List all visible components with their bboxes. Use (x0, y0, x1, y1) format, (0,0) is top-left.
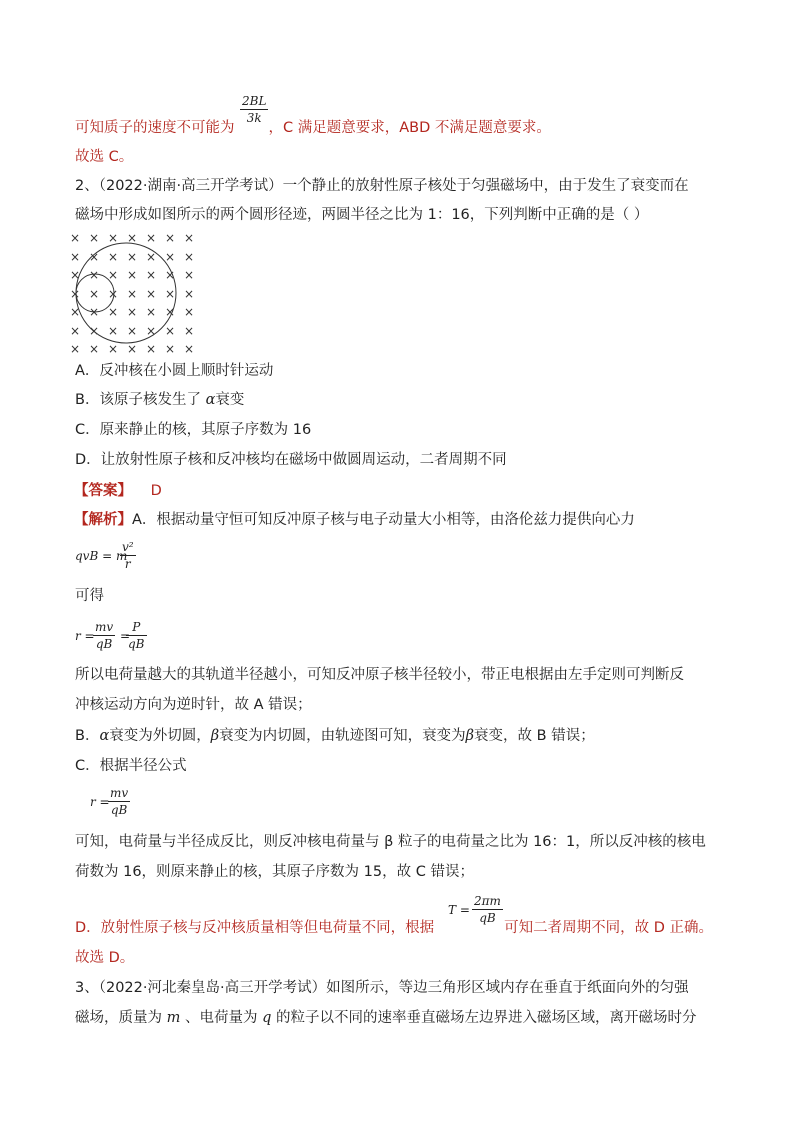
b-analysis (75, 726, 595, 746)
fraction-denominator: 3k (246, 111, 262, 125)
d-post: 可知二者周期不同，故 D 正确。 (504, 920, 714, 936)
formula2-num1: mv (95, 620, 114, 634)
b-mid2: 衰变为内切圆，由轨迹图可知，衰变为 (219, 728, 466, 744)
field-cross-mark: × (127, 323, 138, 338)
q2-line2: 磁场中形成如图所示的两个圆形径迹，两圆半径之比为 1：16，下列判断中正确的是（ ） (75, 207, 649, 223)
option-a: A．反冲核在小圆上顺时针运动 (75, 363, 274, 379)
field-cross-mark: × (184, 323, 195, 338)
field-cross-mark: × (70, 286, 81, 301)
b-beta1: β (210, 728, 220, 744)
field-cross-mark: × (89, 305, 100, 319)
formula2-bar1 (93, 635, 115, 636)
field-cross-mark: × (184, 342, 195, 356)
field-cross-mark: × (108, 342, 119, 356)
field-cross-mark: × (127, 305, 138, 319)
field-cross-mark: × (146, 342, 157, 356)
formula4-bar (472, 909, 503, 910)
field-cross-mark: × (108, 305, 119, 319)
field-cross-mark: × (108, 268, 119, 282)
option-b (75, 390, 244, 410)
conclusion: 故选 D。 (75, 950, 135, 966)
formula-radius (75, 629, 95, 643)
q3-line2-pre: 磁场，质量为 (75, 1010, 162, 1026)
formula3-bar (108, 801, 130, 802)
b-pre: B． (75, 728, 100, 744)
field-cross-mark: × (108, 323, 119, 338)
field-cross-mark: × (70, 268, 81, 282)
p2-line2: 荷数为 16，则原来静止的核，其原子序数为 15，故 C 错误； (75, 864, 474, 880)
answer-line (74, 481, 162, 501)
field-cross-mark: × (165, 342, 176, 356)
p1-line1: 所以电荷量越大的其轨道半径越小，可知反冲原子核半径较小，带正电根据由左手定则可判断反 (75, 667, 684, 683)
q3-line2-post: 的粒子以不同的速率垂直磁场左边界进入磁场区域，离开磁场时分 (275, 1010, 697, 1026)
q3-line2-mid: 、电荷量为 (184, 1010, 258, 1026)
fraction-numerator: 2BL (242, 94, 267, 108)
b-post: 衰变，故 B 错误； (474, 728, 595, 744)
formula3-left: r = (90, 795, 110, 809)
field-cross-mark: × (146, 249, 157, 264)
field-cross-mark: × (89, 249, 100, 264)
formula3-den: qB (110, 803, 128, 817)
field-cross-mark: × (184, 268, 195, 282)
c-analysis: C．根据半径公式 (75, 758, 187, 774)
block1-line1-post: ，C 满足题意要求，ABD 不满足题意要求。 (268, 120, 551, 136)
field-cross-mark: × (165, 286, 176, 301)
formula2-num2: P (132, 620, 141, 634)
field-cross-mark: × (108, 249, 119, 264)
keyi-line: 可得 (75, 588, 104, 604)
formula1-den: r (124, 557, 131, 571)
field-cross-mark: × (70, 342, 81, 356)
field-cross-mark: × (108, 231, 119, 245)
field-cross-mark: × (127, 342, 138, 356)
option-b-text: B．该原子核发生了 (75, 392, 201, 408)
field-cross-mark: × (165, 249, 176, 264)
b-mid1: 衰变为外切圆， (109, 728, 211, 744)
formula-radius2 (90, 795, 110, 809)
field-cross-mark: × (89, 323, 100, 338)
field-cross-mark: × (89, 268, 100, 282)
field-cross-mark: × (70, 249, 81, 264)
field-cross-mark: × (127, 286, 138, 301)
option-b-post: 衰变 (215, 392, 245, 408)
p2-line1: 可知，电荷量与半径成反比，则反冲核电荷量与 β 粒子的电荷量之比为 16：1，所以反冲核的核电 (75, 834, 706, 850)
formula4-num: 2πm (474, 894, 501, 908)
field-cross-mark: × (70, 323, 81, 338)
formula4-den: qB (479, 911, 496, 925)
magnetic-field-figure (70, 232, 200, 357)
formula2-bar2 (126, 635, 147, 636)
option-d: D．让放射性原子核和反冲核均在磁场中做圆周运动，二者周期不同 (75, 452, 507, 468)
fraction-bar (240, 109, 268, 110)
formula2-eq-sign: = (120, 629, 131, 643)
block1-line1-pre: 可知质子的速度不可能为 (75, 120, 235, 136)
field-cross-mark: × (165, 305, 176, 319)
field-cross-mark: × (146, 268, 157, 282)
field-cross-mark: × (146, 305, 157, 319)
formula1-bar (120, 555, 136, 556)
formula2-den1: qB (95, 637, 113, 651)
field-cross-mark: × (184, 249, 195, 264)
field-cross-mark: × (146, 323, 157, 338)
field-cross-mark: × (184, 286, 195, 301)
field-cross-mark: × (127, 231, 138, 245)
block1-line1 (75, 118, 551, 138)
p1-line2: 冲核运动方向为逆时针，故 A 错误； (75, 697, 312, 713)
q3-mass-symbol: m (166, 1010, 181, 1026)
field-cross-mark: × (70, 231, 81, 245)
field-cross-mark: × (127, 268, 138, 282)
block1-line2: 故选 C。 (75, 149, 134, 165)
formula2-left: r = (75, 629, 95, 643)
formula2-fraction1 (93, 620, 115, 651)
d-analysis (75, 918, 713, 938)
q3-line2 (75, 1008, 696, 1028)
formula1-fraction (120, 540, 136, 571)
field-cross-mark: × (146, 286, 157, 301)
analysis-a (74, 510, 635, 530)
option-c: C．原来静止的核，其原子序数为 16 (75, 422, 312, 438)
q3-charge-symbol: q (262, 1010, 272, 1026)
answer-label: 【答案】 (74, 483, 132, 499)
option-b-greek: α (205, 392, 216, 408)
formula3-num: mv (110, 786, 129, 800)
q3-line1: 3、（2022·河北秦皇岛·高三开学考试）如图所示，等边三角形区域内存在垂直于纸面向外的匀强 (75, 980, 689, 996)
field-cross-mark: × (165, 323, 176, 338)
field-cross-mark: × (127, 249, 138, 264)
field-cross-mark: × (89, 231, 100, 245)
field-cross-mark: × (70, 305, 81, 319)
q2-line1: 2、（2022·湖南·高三开学考试）一个静止的放射性原子核处于匀强磁场中，由于发生了衰变而在 (75, 178, 689, 194)
analysis-label: 【解析】 (74, 512, 132, 528)
field-cross-mark: × (89, 342, 100, 356)
formula1-left: qvB = m (75, 549, 128, 563)
field-cross-mark: × (184, 305, 195, 319)
formula-period (448, 903, 470, 917)
field-cross-mark: × (89, 286, 100, 301)
b-beta2: β (465, 728, 475, 744)
formula2-den2: qB (128, 637, 145, 651)
b-alpha: α (99, 728, 110, 744)
formula2-fraction2 (126, 620, 147, 651)
answer-value: D (150, 483, 162, 499)
field-cross-mark: × (165, 231, 176, 245)
formula4-left: T = (448, 903, 470, 917)
analysis-a-text: A．根据动量守恒可知反冲原子核与电子动量大小相等，由洛伦兹力提供向心力 (132, 512, 635, 528)
field-cross-mark: × (165, 268, 176, 282)
formula3-fraction (108, 786, 130, 817)
field-cross-mark: × (146, 231, 157, 245)
formula1-num: v² (122, 540, 134, 554)
d-pre: D．放射性原子核与反冲核质量相等但电荷量不同，根据 (75, 920, 435, 936)
field-cross-mark: × (108, 286, 119, 301)
field-cross-mark: × (184, 231, 195, 245)
